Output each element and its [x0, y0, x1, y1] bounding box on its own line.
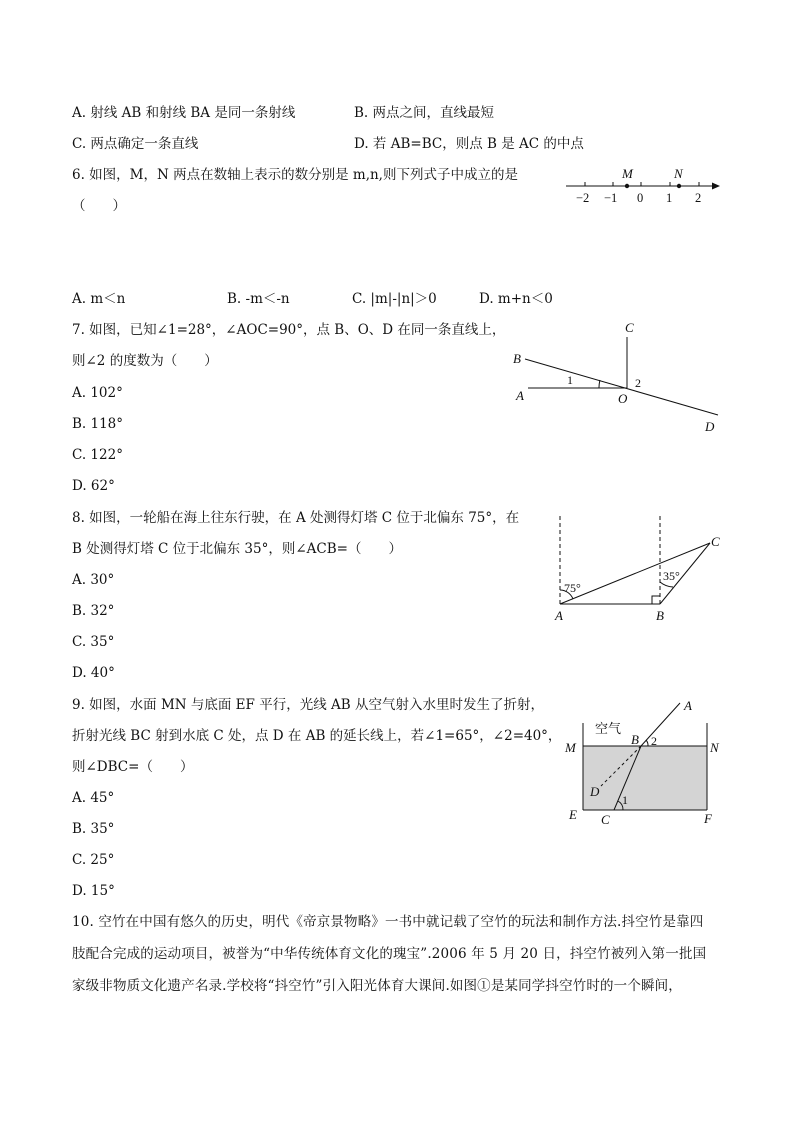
- q5-option-d: D. 若 AB=BC，则点 B 是 AC 的中点: [354, 136, 584, 152]
- label-b: B: [656, 608, 664, 623]
- water-region: [583, 746, 707, 810]
- q6-stem: 6. 如图，M，N 两点在数轴上表示的数分别是 m,n,则下列式子中成立的是: [72, 167, 518, 183]
- q8-option-d: D. 40°: [72, 665, 115, 681]
- q9-stem-line3: 则∠DBC=（ ）: [72, 759, 194, 775]
- q9-stem-line2: 折射光线 BC 射到水底 C 处，点 D 在 AB 的延长线上，若∠1=65°，∠2=40°，: [72, 728, 562, 744]
- q5-option-c: C. 两点确定一条直线: [72, 136, 199, 152]
- tick-label: 2: [695, 191, 702, 205]
- incident-ray-ab: [641, 703, 680, 746]
- point-m: [625, 184, 629, 188]
- angle-1-arc: [599, 380, 600, 388]
- q8-stem-line1: 8. 如图，一轮船在海上往东行驶，在 A 处测得灯塔 C 位于北偏东 75°，在: [72, 510, 520, 526]
- point-n: [677, 184, 681, 188]
- air-label: 空气: [595, 721, 622, 736]
- label-b: B: [631, 732, 639, 747]
- label-d: D: [590, 784, 600, 799]
- q7-option-a: A. 102°: [72, 385, 123, 401]
- angle-2-arc: [646, 740, 648, 746]
- label-o: O: [618, 391, 628, 406]
- q5-option-b: B. 两点之间，直线最短: [354, 105, 495, 121]
- tick-label: 0: [637, 191, 644, 205]
- q5-option-a: A. 射线 AB 和射线 BA 是同一条射线: [72, 105, 296, 121]
- label-n: N: [674, 166, 683, 181]
- q6-option-b: B. -m＜-n: [227, 291, 290, 307]
- label-m: M: [565, 740, 576, 755]
- q8-option-a: A. 30°: [72, 572, 115, 588]
- q7-stem-line2: 则∠2 的度数为（ ）: [72, 353, 218, 369]
- q6-option-c: C. |m|-|n|＞0: [352, 291, 437, 307]
- right-angle-mark: [652, 596, 660, 604]
- q6-blank: （ ）: [72, 198, 126, 214]
- q8-option-c: C. 35°: [72, 634, 115, 650]
- angle-2-label: 2: [635, 376, 641, 390]
- label-a: A: [516, 388, 524, 403]
- q9-option-b: B. 35°: [72, 821, 115, 837]
- label-f: F: [704, 811, 712, 826]
- q8-bearing-figure: [545, 510, 730, 625]
- tick-label: −1: [604, 191, 618, 205]
- angle-1-label: 1: [567, 373, 573, 387]
- q9-refraction-figure: [555, 693, 735, 828]
- label-d: D: [705, 419, 715, 434]
- label-a: A: [555, 608, 563, 623]
- q7-angle-figure: [500, 315, 730, 437]
- q10-paragraph-line1: 10. 空竹在中国有悠久的历史，明代《帝京景物略》一书中就记载了空竹的玩法和制作方法.抖空竹是靠四: [72, 914, 704, 930]
- label-b: B: [513, 351, 521, 366]
- q10-paragraph-line3: 家级非物质文化遗产名录.学校将“抖空竹”引入阳光体育大课间.如图①是某同学抖空竹时的一个瞬间，: [72, 978, 682, 994]
- q9-stem-line1: 9. 如图，水面 MN 与底面 EF 平行，光线 AB 从空气射入水里时发生了折射，: [72, 697, 544, 713]
- q7-option-c: C. 122°: [72, 447, 123, 463]
- angle-75-label: 75°: [564, 581, 581, 595]
- q7-option-b: B. 118°: [72, 416, 124, 432]
- label-m: M: [622, 166, 633, 181]
- tick-label: 1: [666, 191, 673, 205]
- q8-stem-line2: B 处测得灯塔 C 位于北偏东 35°，则∠ACB=（ ）: [72, 541, 402, 557]
- q6-number-line-figure: [560, 162, 730, 210]
- label-c: C: [625, 320, 634, 335]
- q10-paragraph-line2: 肢配合完成的运动项目，被誉为“中华传统体育文化的瑰宝”.2006 年 5 月 20 日，抖空竹被列入第一批国: [72, 946, 707, 962]
- label-e: E: [569, 807, 577, 822]
- label-c: C: [711, 534, 720, 549]
- tick-label: −2: [576, 191, 590, 205]
- q9-option-d: D. 15°: [72, 883, 115, 899]
- q6-option-a: A. m＜n: [72, 291, 126, 307]
- q7-option-d: D. 62°: [72, 478, 115, 494]
- q7-stem-line1: 7. 如图，已知∠1=28°，∠AOC=90°，点 B、O、D 在同一条直线上，: [72, 322, 506, 338]
- q9-option-a: A. 45°: [72, 790, 115, 806]
- label-a: A: [684, 698, 692, 713]
- q8-option-b: B. 32°: [72, 603, 115, 619]
- angle-1-label: 1: [622, 793, 628, 807]
- q6-option-d: D. m+n＜0: [479, 291, 553, 307]
- q9-option-c: C. 25°: [72, 852, 115, 868]
- label-c: C: [601, 812, 610, 827]
- angle-2-label: 2: [651, 734, 657, 748]
- line-bd: [525, 359, 718, 415]
- segment-ac: [560, 543, 710, 604]
- label-n: N: [710, 740, 719, 755]
- angle-35-label: 35°: [663, 569, 680, 583]
- number-line-arrow: [712, 183, 720, 190]
